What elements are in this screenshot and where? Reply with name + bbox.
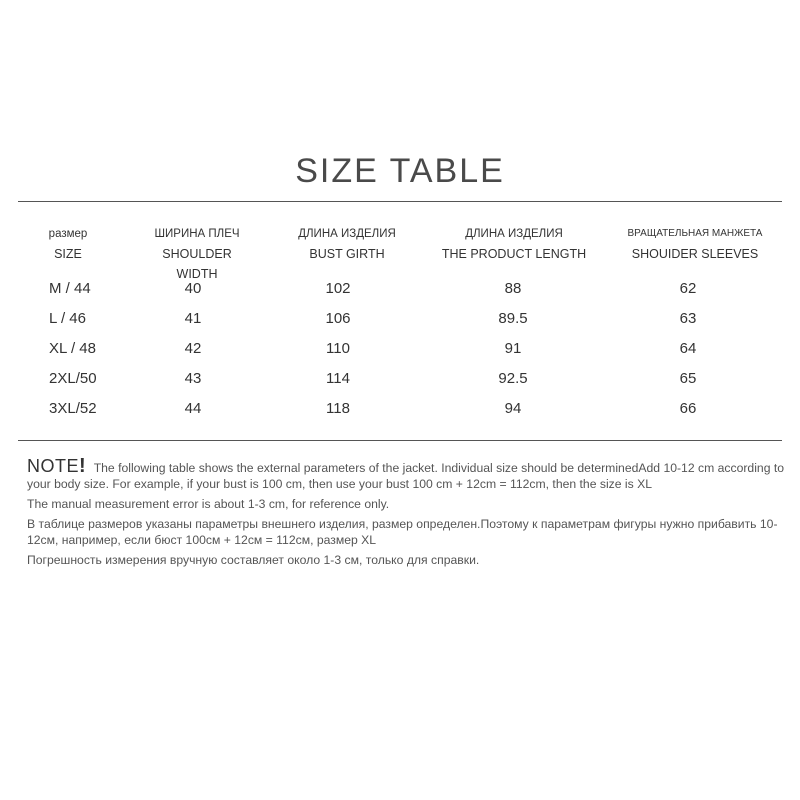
header-product-length-ru: ДЛИНА ИЗДЕЛИЯ bbox=[465, 228, 563, 240]
cell-length: 89.5 bbox=[498, 310, 528, 327]
page-title: SIZE TABLE bbox=[295, 152, 505, 190]
header-sleeves bbox=[620, 224, 770, 264]
notes-block bbox=[27, 455, 787, 572]
note-error-en: The manual measurement error is about 1-3 cm, for reference only. bbox=[27, 497, 390, 511]
note-paragraph-en bbox=[27, 455, 787, 492]
cell-shoulder: 43 bbox=[184, 370, 202, 387]
table-bottom-divider bbox=[18, 440, 782, 441]
note-error-ru: Погрешность измерения вручную составляет около 1-3 см, только для справки. bbox=[27, 553, 480, 567]
cell-length: 88 bbox=[504, 280, 522, 297]
header-product-length-en: THE PRODUCT LENGTH bbox=[441, 247, 587, 261]
cell-length: 91 bbox=[504, 340, 522, 357]
header-bust-girth-en: BUST GIRTH bbox=[309, 247, 385, 261]
table-row bbox=[0, 334, 800, 364]
cell-size: M / 44 bbox=[49, 280, 91, 297]
cell-bust: 106 bbox=[325, 310, 351, 327]
cell-sleeves: 66 bbox=[679, 400, 697, 417]
cell-bust: 110 bbox=[326, 340, 350, 357]
cell-size: L / 46 bbox=[49, 310, 86, 327]
cell-shoulder: 42 bbox=[184, 340, 202, 357]
cell-length: 94 bbox=[504, 400, 522, 417]
header-size-en: SIZE bbox=[54, 247, 82, 261]
cell-bust: 114 bbox=[326, 370, 350, 387]
header-product-length bbox=[440, 224, 588, 264]
header-shoulder-width-en: SHOULDER WIDTH bbox=[162, 247, 232, 281]
cell-bust: 118 bbox=[326, 400, 350, 417]
table-row bbox=[0, 364, 800, 394]
table-top-divider bbox=[18, 201, 782, 202]
header-sleeves-ru: ВРАЩАТЕЛЬНАЯ МАНЖЕТА bbox=[627, 228, 763, 239]
header-size-ru: размер bbox=[48, 228, 88, 240]
header-bust-girth bbox=[288, 224, 406, 264]
cell-size: 3XL/52 bbox=[49, 400, 97, 417]
cell-sleeves: 63 bbox=[679, 310, 697, 327]
header-shoulder-width-ru: ШИРИНА ПЛЕЧ bbox=[154, 228, 240, 240]
table-row bbox=[0, 304, 800, 334]
cell-sleeves: 62 bbox=[679, 280, 697, 297]
cell-bust: 102 bbox=[325, 280, 351, 297]
cell-shoulder: 44 bbox=[184, 400, 202, 417]
cell-length: 92.5 bbox=[498, 370, 528, 387]
exclamation-icon: ! bbox=[79, 455, 86, 477]
note-label: NOTE bbox=[27, 456, 80, 476]
note-paragraph-ru: В таблице размеров указаны параметры внешнего изделия, размер определен.Поэтому к параметрам фигуры нужно прибавить 10-12см, например, если бюст 100см + 12см = 112см, размер XL bbox=[27, 517, 778, 547]
cell-size: 2XL/50 bbox=[49, 370, 97, 387]
note-text-en: The following table shows the external parameters of the jacket. Individual size should be determinedAdd 10-12 cm according to your body size. For example, if your bust is 100 cm, then use your bust 100 cm + 12cm = 112cm, then the size is XL bbox=[27, 461, 785, 491]
header-size bbox=[18, 224, 118, 264]
cell-shoulder: 41 bbox=[184, 310, 202, 327]
table-row bbox=[0, 274, 800, 304]
cell-sleeves: 65 bbox=[679, 370, 697, 387]
cell-sleeves: 64 bbox=[679, 340, 697, 357]
cell-size: XL / 48 bbox=[49, 340, 96, 357]
cell-shoulder: 40 bbox=[184, 280, 202, 297]
table-row bbox=[0, 394, 800, 424]
header-sleeves-en: SHOUIDER SLEEVES bbox=[631, 247, 759, 261]
header-bust-girth-ru: ДЛИНА ИЗДЕЛИЯ bbox=[298, 228, 396, 240]
